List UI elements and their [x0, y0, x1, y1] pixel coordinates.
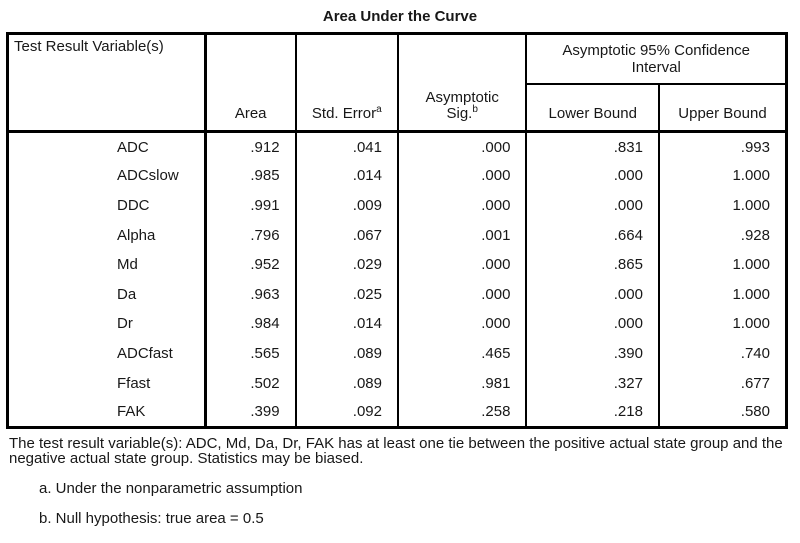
cell-variable: Da: [8, 279, 206, 309]
cell-upper-bound: 1.000: [659, 191, 787, 221]
asymptotic-sig-footnote-mark: b: [472, 104, 478, 115]
col-header-lower-bound: Lower Bound: [526, 84, 659, 132]
cell-sig: .981: [398, 368, 526, 398]
header-row-1: [8, 34, 787, 84]
cell-variable: ADC: [8, 132, 206, 162]
cell-area: .984: [250, 315, 280, 333]
cell-sig: .000: [398, 132, 526, 162]
std-error-footnote-mark: a: [376, 104, 382, 115]
cell-area: .565: [250, 344, 280, 362]
cell-upper-bound: .580: [659, 398, 787, 428]
cell-variable: Ffast: [8, 368, 206, 398]
table-row: [8, 161, 787, 191]
cell-area: .912: [250, 138, 280, 156]
cell-lower-bound: .000: [526, 161, 659, 191]
ci-group-label: Asymptotic 95% Confidence Interval: [562, 41, 751, 76]
cell-upper-bound: .993: [659, 132, 787, 162]
cell-upper-bound: .677: [659, 368, 787, 398]
cell-area: .796: [250, 226, 280, 244]
cell-sig: .000: [398, 161, 526, 191]
table-title: Area Under the Curve: [322, 8, 478, 25]
cell-std-error: .041: [296, 132, 398, 162]
cell-area: .963: [250, 285, 280, 303]
table-header: [8, 34, 787, 132]
table-row: [8, 398, 787, 428]
cell-std-error: .092: [296, 398, 398, 428]
tie-note: The test result variable(s): ADC, Md, Da, Dr, FAK has at least one tie between the positive actual state group and the negative actual state group. Statistics may be biased.: [9, 434, 783, 468]
col-header-ci-group: [526, 34, 786, 84]
cell-variable: ADCslow: [8, 161, 206, 191]
table-row: [8, 309, 787, 339]
table-row: [8, 279, 787, 309]
cell-std-error: .014: [296, 309, 398, 339]
cell-sig: .000: [398, 191, 526, 221]
col-header-std-error: [296, 34, 398, 132]
cell-std-error: .025: [296, 279, 398, 309]
cell-sig: .258: [398, 398, 526, 428]
cell-sig: .001: [398, 220, 526, 250]
cell-std-error: .089: [296, 368, 398, 398]
cell-std-error: .014: [296, 161, 398, 191]
stub-header: Test Result Variable(s): [8, 34, 206, 132]
cell-upper-bound: .928: [659, 220, 787, 250]
cell-lower-bound: .000: [526, 309, 659, 339]
cell-sig: .000: [398, 250, 526, 280]
cell-lower-bound: .000: [526, 191, 659, 221]
cell-std-error: .089: [296, 339, 398, 369]
cell-lower-bound: .664: [526, 220, 659, 250]
table-row: [8, 339, 787, 369]
table-row: [8, 132, 787, 162]
cell-lower-bound: .831: [526, 132, 659, 162]
cell-variable: FAK: [8, 398, 206, 428]
asymptotic-sig-label: Asymptotic Sig.: [425, 89, 499, 122]
cell-sig: .000: [398, 309, 526, 339]
cell-std-error: .009: [296, 191, 398, 221]
cell-area: .991: [250, 196, 280, 214]
cell-sig: .465: [398, 339, 526, 369]
col-header-upper-bound: Upper Bound: [659, 84, 787, 132]
table-row: [8, 220, 787, 250]
cell-variable: ADCfast: [8, 339, 206, 369]
cell-lower-bound: .218: [526, 398, 659, 428]
table-body: [8, 132, 787, 428]
cell-upper-bound: 1.000: [659, 309, 787, 339]
cell-variable: Alpha: [8, 220, 206, 250]
cell-variable: Dr: [8, 309, 206, 339]
cell-area: .985: [250, 167, 280, 185]
cell-std-error: .029: [296, 250, 398, 280]
cell-variable: DDC: [8, 191, 206, 221]
cell-upper-bound: 1.000: [659, 250, 787, 280]
cell-upper-bound: .740: [659, 339, 787, 369]
cell-sig: .000: [398, 279, 526, 309]
cell-area: .502: [250, 374, 280, 392]
cell-lower-bound: .000: [526, 279, 659, 309]
cell-std-error: .067: [296, 220, 398, 250]
col-header-asymptotic-sig: [398, 34, 526, 132]
footnote-b: b. Null hypothesis: true area = 0.5: [39, 509, 264, 527]
cell-lower-bound: .865: [526, 250, 659, 280]
cell-lower-bound: .390: [526, 339, 659, 369]
cell-variable: Md: [8, 250, 206, 280]
cell-upper-bound: 1.000: [659, 161, 787, 191]
auc-table: [6, 32, 788, 429]
std-error-label: Std. Error: [311, 105, 377, 122]
cell-lower-bound: .327: [526, 368, 659, 398]
table-row: [8, 250, 787, 280]
table-row: [8, 368, 787, 398]
col-header-area: Area: [234, 105, 267, 122]
table-row: [8, 191, 787, 221]
footnote-a: a. Under the nonparametric assumption: [39, 479, 303, 497]
cell-area: .399: [250, 403, 280, 421]
cell-area: .952: [250, 256, 280, 274]
cell-upper-bound: 1.000: [659, 279, 787, 309]
